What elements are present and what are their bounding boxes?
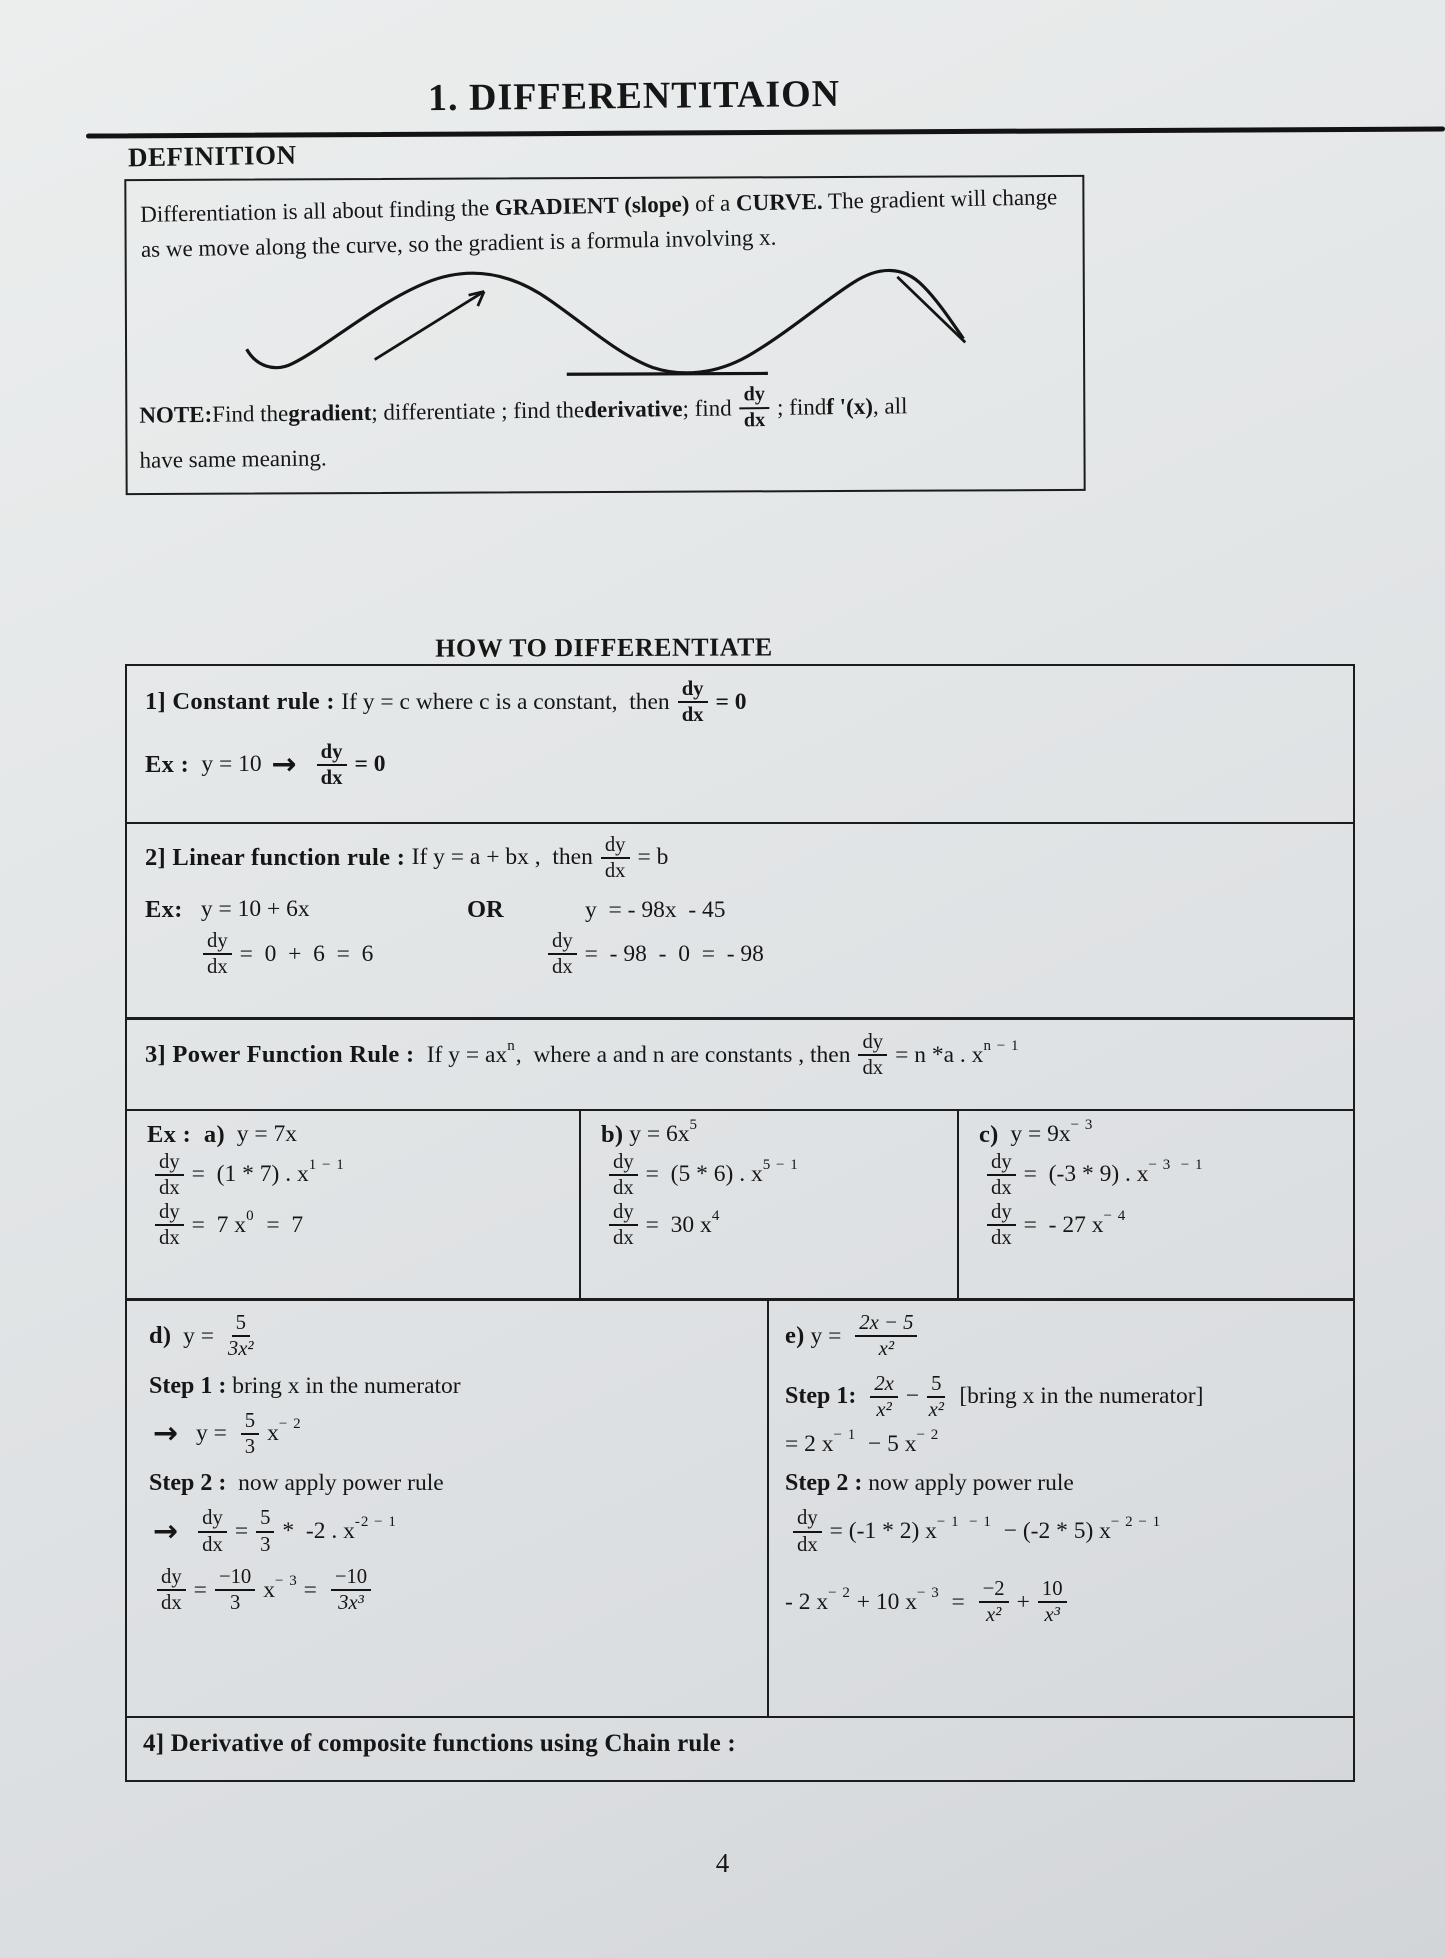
rule-2-title: 2] Linear function rule : <box>145 843 412 871</box>
fraction-denominator: x² <box>876 1398 892 1421</box>
rule-4-box <box>125 1716 1355 1782</box>
fraction-denominator: x³ <box>1044 1604 1060 1627</box>
exponent: − 3 − 1 <box>1148 1157 1204 1174</box>
fraction-numerator: 5 <box>256 1507 274 1532</box>
example-d-working-1 <box>149 1507 761 1556</box>
fraction-numerator: 5 <box>232 1312 250 1337</box>
page-number: 4 <box>715 1848 730 1878</box>
exponent: − 3 <box>1070 1116 1094 1133</box>
step-text: now apply power rule <box>862 1470 1074 1497</box>
working-text: - 2 x <box>785 1588 829 1615</box>
rule-2-working-row <box>195 930 1353 979</box>
example-d-step-2 <box>149 1470 761 1497</box>
example-c-working-2 <box>979 1201 1353 1250</box>
working-text: = (-1 * 2) x <box>829 1518 937 1545</box>
working-text: = 30 x <box>645 1211 712 1238</box>
dy-dx-fraction <box>203 930 232 979</box>
example-1-equation: y = 10 + 6x <box>189 896 310 923</box>
rule-3-rhs: = n *a . x <box>895 1041 984 1068</box>
fraction-numerator: 2x <box>870 1373 898 1398</box>
example-d-working-2 <box>149 1566 761 1615</box>
definition-box <box>124 175 1085 495</box>
example-a-working-1 <box>147 1151 579 1200</box>
minus-operator: − <box>905 1383 920 1410</box>
fraction-numerator: dy <box>203 930 232 955</box>
note-text: Find the <box>212 400 289 427</box>
step-label: Step 1: <box>785 1383 863 1410</box>
title-underline <box>86 126 1445 138</box>
working-text: = <box>193 1576 207 1603</box>
dy-dx-fraction <box>987 1151 1016 1200</box>
example-c-working-1 <box>979 1151 1353 1200</box>
fraction-numerator: dy <box>987 1201 1016 1226</box>
working-text: − 5 x <box>856 1431 917 1458</box>
fraction-numerator: dy <box>155 1151 184 1176</box>
example-e-step-2 <box>785 1470 1347 1497</box>
working-1-group <box>195 930 540 979</box>
fraction-numerator: dy <box>739 384 769 409</box>
fraction-numerator: −10 <box>215 1566 255 1591</box>
example-label: Ex: <box>145 896 190 924</box>
exponent: − 2 <box>916 1427 940 1444</box>
note-gradient-bold: gradient <box>288 399 372 426</box>
rule-1-rhs: = 0 <box>715 688 747 715</box>
right-tangent-line <box>897 277 965 343</box>
definition-text: The gradient will change as we move along the curve, so the gradient is a formula involving x. <box>140 184 1058 262</box>
page-title: 1. DIFFERENTITAION <box>427 72 841 120</box>
example-result: = 0 <box>354 751 386 778</box>
value-fraction <box>1038 1578 1067 1627</box>
rule-1-example <box>145 741 1353 790</box>
exponent: − 1 − 1 <box>936 1514 992 1531</box>
fraction-denominator: dx <box>797 1533 818 1556</box>
working-2-text: = - 98 - 0 = - 98 <box>584 940 764 967</box>
step-label: Step 1 : <box>149 1372 227 1399</box>
working-text: = (-3 * 9) . x <box>1023 1161 1149 1188</box>
example-d-column <box>127 1300 767 1716</box>
arrow-icon: → <box>153 1416 179 1452</box>
working-text: + 10 x <box>850 1588 917 1615</box>
fraction-denominator: dx <box>159 1227 180 1250</box>
example-e-column <box>767 1300 1353 1716</box>
dy-dx-fraction <box>678 678 708 727</box>
fraction-numerator: 5 <box>927 1373 945 1398</box>
fraction-denominator: 3x³ <box>338 1592 364 1615</box>
fraction-denominator: dx <box>991 1227 1012 1250</box>
working-text: = - 27 x <box>1023 1211 1104 1238</box>
fraction-numerator: 10 <box>1038 1578 1067 1603</box>
definition-paragraph <box>140 180 1067 267</box>
how-to-heading: HOW TO DIFFERENTIATE <box>435 632 773 663</box>
dy-dx-fraction <box>739 384 769 432</box>
rule-3-text: , where a and n are constants , then <box>515 1041 851 1068</box>
fraction-denominator: dx <box>202 1533 223 1556</box>
fraction-denominator: x² <box>878 1338 895 1361</box>
example-c-label: c) <box>979 1120 999 1148</box>
rule-1-text: If y = c where c is a constant, then <box>341 688 670 715</box>
note-text: ; find <box>776 394 827 420</box>
arrow-icon: → <box>153 1514 179 1550</box>
horizontal-tangent-line <box>567 373 768 374</box>
example-e-step-1 <box>785 1373 1347 1422</box>
fraction-numerator: dy <box>548 930 577 955</box>
rules-stack <box>125 664 1355 1782</box>
dy-dx-fraction <box>793 1507 822 1556</box>
definition-text: Differentiation is all about finding the <box>140 195 496 227</box>
working-text: = <box>297 1576 323 1603</box>
working-text: = 7 x <box>191 1211 247 1238</box>
dy-dx-fraction <box>609 1201 638 1250</box>
note-derivative-bold: derivative <box>583 395 683 423</box>
fraction-denominator: dx <box>604 859 626 882</box>
fraction-numerator: dy <box>609 1201 638 1226</box>
exponent: − 2 <box>278 1416 302 1433</box>
fraction-numerator: 5 <box>241 1410 259 1435</box>
fraction-numerator: dy <box>858 1031 887 1056</box>
example-c-header <box>979 1116 1353 1149</box>
note-text: , all <box>872 393 908 419</box>
dy-dx-fraction <box>601 834 630 883</box>
curve-path <box>246 270 963 375</box>
example-e-rewrite <box>785 1427 1347 1458</box>
dy-dx-fraction <box>858 1031 887 1080</box>
fraction-numerator: −10 <box>331 1566 371 1591</box>
exponent: − 2 <box>828 1584 851 1601</box>
dy-dx-fraction <box>157 1566 186 1615</box>
example-b-column <box>579 1111 957 1299</box>
rule-2-statement <box>145 834 1353 883</box>
example-c-equation: y = 9x <box>998 1121 1071 1147</box>
example-e-equation: y = <box>804 1322 848 1349</box>
example-a-equation: y = 7x <box>224 1121 297 1147</box>
example-a-label: Ex : a) <box>147 1120 225 1148</box>
fraction-denominator: dx <box>862 1057 884 1080</box>
value-fraction <box>256 1507 274 1556</box>
step-text: bring x in the numerator <box>226 1372 461 1399</box>
example-b-label: b) <box>601 1120 624 1148</box>
exponent: -2 − 1 <box>354 1514 397 1531</box>
rule-3-box <box>125 1017 1355 1111</box>
examples-abc-box <box>125 1109 1355 1301</box>
working-text: = 2 x <box>785 1431 834 1458</box>
example-e-header <box>785 1312 1347 1361</box>
example-d-header <box>149 1312 761 1361</box>
example-b-working-1 <box>601 1151 957 1200</box>
example-a-header <box>147 1121 579 1149</box>
rule-2-box <box>125 822 1355 1020</box>
examples-de-box <box>125 1298 1355 1718</box>
example-a-working-2 <box>147 1201 579 1250</box>
value-fraction <box>870 1373 898 1422</box>
fraction-denominator: dx <box>320 766 343 789</box>
value-fraction <box>215 1566 255 1615</box>
exponent: − 3 <box>916 1584 940 1601</box>
definition-text: of a <box>689 190 737 217</box>
example-label: Ex : <box>145 750 196 778</box>
fraction-numerator: dy <box>157 1566 186 1591</box>
gradient-bold-text: GRADIENT (slope) <box>494 191 690 221</box>
rule-3-title: 3] Power Function Rule : <box>145 1041 421 1069</box>
exponent: − 4 <box>1103 1207 1127 1224</box>
fraction-numerator: dy <box>155 1201 184 1226</box>
exponent: 5 <box>689 1116 699 1133</box>
fraction-numerator: dy <box>793 1507 822 1532</box>
exponent: 4 <box>711 1207 721 1224</box>
example-e-working-2 <box>785 1578 1347 1627</box>
note-line-2: have same meaning. <box>139 445 327 473</box>
rule-3-text: If y = ax <box>420 1041 508 1068</box>
fraction-denominator: dx <box>161 1592 182 1615</box>
exponent: − 1 <box>833 1427 857 1444</box>
exponent: 5 − 1 <box>762 1157 799 1174</box>
example-e-label: e) <box>785 1322 805 1350</box>
dy-dx-fraction <box>609 1151 638 1200</box>
note-label: NOTE: <box>139 401 213 428</box>
step-label: Step 2 : <box>785 1470 863 1497</box>
rule-2-examples-row <box>145 896 1353 924</box>
exponent: 0 <box>246 1207 255 1224</box>
fraction-numerator: dy <box>198 1507 227 1532</box>
note-text: ; find <box>682 395 732 421</box>
rule-1-statement <box>145 678 1353 727</box>
dy-dx-fraction <box>155 1201 184 1250</box>
fraction-denominator: dx <box>613 1227 634 1250</box>
exponent: − 3 <box>275 1572 298 1589</box>
example-d-step-1 <box>149 1373 761 1400</box>
example-c-column <box>957 1111 1353 1299</box>
example-1-group <box>145 896 467 924</box>
working-text: − (-2 * 5) x <box>991 1518 1111 1545</box>
exponent: n <box>507 1037 516 1054</box>
value-fraction <box>855 1312 917 1361</box>
example-b-equation: y = 6x <box>623 1121 690 1147</box>
step-label: Step 2 : <box>149 1470 227 1497</box>
working-text: = (1 * 7) . x <box>191 1161 309 1188</box>
fraction-denominator: dx <box>991 1176 1012 1199</box>
exponent: n − 1 <box>983 1037 1020 1054</box>
fraction-denominator: dx <box>743 408 766 432</box>
or-separator: OR <box>467 896 504 924</box>
working-text: = <box>939 1588 971 1615</box>
fraction-denominator: 3 <box>229 1592 241 1615</box>
working-text: y = <box>190 1420 233 1447</box>
fraction-denominator: x² <box>985 1604 1002 1627</box>
value-fraction <box>228 1312 254 1361</box>
working-text: x <box>267 1420 279 1447</box>
value-fraction <box>927 1373 945 1422</box>
exponent: 1 − 1 <box>308 1157 345 1174</box>
example-equation: y = 10 <box>195 751 268 778</box>
step-text: now apply power rule <box>226 1470 444 1497</box>
working-1-text: = 0 + 6 = 6 <box>239 940 374 967</box>
value-fraction <box>979 1578 1009 1627</box>
definition-heading: DEFINITION <box>127 139 297 173</box>
example-d-rewrite <box>149 1410 761 1459</box>
exponent: − 2 − 1 <box>1110 1514 1162 1531</box>
example-d-label: d) <box>149 1322 172 1350</box>
fraction-denominator: dx <box>207 956 228 979</box>
working-text: x <box>263 1576 276 1603</box>
example-a-column <box>127 1111 579 1299</box>
rule-3-statement <box>145 1031 1353 1080</box>
working-text: = <box>234 1518 249 1545</box>
fraction-numerator: −2 <box>979 1578 1009 1603</box>
fraction-numerator: dy <box>987 1151 1016 1176</box>
fraction-denominator: dx <box>552 956 573 979</box>
example-e-working-1 <box>785 1507 1347 1556</box>
rule-1-title: 1] Constant rule : <box>145 688 342 716</box>
arrow-icon: → <box>271 747 297 783</box>
rule-1-box <box>125 664 1355 824</box>
example-b-working-2 <box>601 1201 957 1250</box>
fraction-denominator: dx <box>613 1176 634 1199</box>
fraction-denominator: 3x² <box>227 1338 254 1361</box>
rule-2-text: If y = a + bx , then <box>411 844 593 871</box>
rule-2-rhs: = b <box>637 844 669 871</box>
curve-sketch <box>205 256 1006 387</box>
example-b-header <box>601 1116 957 1149</box>
curve-bold-text: CURVE. <box>735 188 823 216</box>
working-text: = (5 * 6) . x <box>645 1161 763 1188</box>
fraction-numerator: dy <box>609 1151 638 1176</box>
fraction-numerator: dy <box>317 741 347 766</box>
step-note: [bring x in the numerator] <box>953 1383 1204 1410</box>
dy-dx-fraction <box>548 930 577 979</box>
note-text: ; differentiate ; find the <box>371 397 585 425</box>
fraction-denominator: 3 <box>260 1533 271 1556</box>
value-fraction <box>331 1566 371 1615</box>
dy-dx-fraction <box>155 1151 184 1200</box>
example-d-equation: y = <box>171 1322 220 1349</box>
fraction-numerator: dy <box>601 834 630 859</box>
fraction-denominator: dx <box>159 1176 180 1199</box>
fraction-numerator: 2x − 5 <box>855 1312 917 1337</box>
rule-4-title: 4] Derivative of composite functions using Chain rule : <box>143 1729 736 1757</box>
fraction-denominator: 3 <box>244 1435 256 1458</box>
fraction-denominator: x² <box>928 1398 944 1421</box>
dy-dx-fraction <box>198 1507 227 1556</box>
note-fx-bold: f '(x) <box>826 393 874 420</box>
working-text: = 7 <box>254 1211 304 1238</box>
note-line <box>139 380 1074 439</box>
working-text: * -2 . x <box>282 1518 355 1545</box>
value-fraction <box>241 1410 259 1459</box>
fraction-denominator: dx <box>681 704 704 727</box>
dy-dx-fraction <box>317 741 347 790</box>
plus-operator: + <box>1016 1588 1030 1615</box>
fraction-numerator: dy <box>678 678 708 703</box>
example-2-equation: y = - 98x - 45 <box>585 896 726 923</box>
dy-dx-fraction <box>987 1201 1016 1250</box>
